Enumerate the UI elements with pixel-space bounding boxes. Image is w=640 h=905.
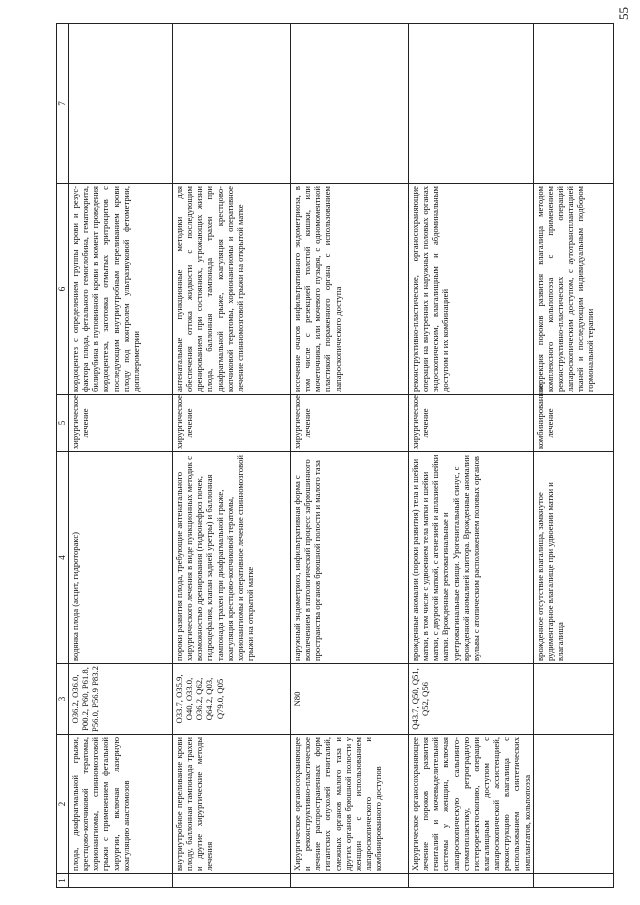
row-number-cell (409, 874, 534, 888)
treatment-type-cell: хирургическое лечение (291, 395, 409, 452)
table-row (291, 24, 409, 888)
method-cell: Хирургическое органосохраняющее лечение пороков развития гениталий и мочевыделительной системы у женщин, включая лапароскопическую сальпинго-стоматопластику, ретроградную гистерорезектоскопию, операции влагалищным доступом с лапароскопической ассистенцией, реконструкцию влагалища с использованием синтетических имплантатов, кольпопоэза (409, 735, 534, 874)
patient-model-cell: наружный эндометриоз, инфильтративная форма с вовлечением в патологический процесс забрюшинного пространства органов брюшной полости и малого таза (291, 452, 409, 664)
method-cell: плода, диафрагмальной грыжи, крестцово-копчиковой тератомы, хорионангиомы, спинномозговой грыжи с применением фетальной хирургии, включая лазерную коагуляцию анастомозов (69, 735, 173, 874)
procedures-table (56, 23, 614, 888)
treatment-method-cell: антенатальные пункционные методики для обеспечения оттока жидкости с последующим дренированием при состояниях, угрожающих жизни плода, баллонная тампонада трахеи при диафрагмальной грыже, коагуляция крестцово-копчиковой тератомы, хорионангиомы и оперативное лечение спинномозговой грыжи на открытой матке (173, 184, 291, 395)
treatment-type-cell: комбинированное лечение (533, 395, 613, 452)
treatment-method-cell: кордоцентез с определением группы крови и резус-фактора плода, фетального гемоглобина, гематокрита, билирубина в пуповинной крови в момент проведения кордоцентеза, заготовка отмытых эритроцитов с последующим внутриутробным переливанием крови плоду под контролем ультразвуковой фетометрии, допплерометрии (69, 184, 173, 395)
icd-codes-cell: O33.7, O35.9, O40, O33.0, O36.2, Q62, Q64.2, Q03, Q79.0, Q05 (173, 664, 291, 735)
row-number-cell (173, 874, 291, 888)
table-row (533, 24, 613, 888)
extra-cell (291, 24, 409, 184)
extra-cell (409, 24, 534, 184)
row-number-cell (291, 874, 409, 888)
treatment-method-cell: коррекция пороков развития влагалища методом комплексного кольпопоэза с применением реконструктивно-пластических операций лапароскопическим доступом, с аутотрансплантацией тканей и последующим индивидуальным подбором гормональной терапии (533, 184, 613, 395)
header-col-4: 4 (57, 452, 69, 664)
treatment-method-cell: реконструктивно-пластические, органосохраняющие операции на внутренних и наружных половых органах эндоскопическим, влагалищным и абдоминальным доступом и их комбинацией (409, 184, 534, 395)
treatment-type-cell: хирургическое лечение (69, 395, 173, 452)
icd-codes-cell: Q43.7, Q50, Q51, Q52, Q56 (409, 664, 534, 735)
treatment-type-cell: хирургическое лечение (409, 395, 534, 452)
patient-model-cell: водянка плода (асцит, гидроторакс) (69, 452, 173, 664)
table-row (173, 24, 291, 888)
treatment-method-cell: иссечение очагов инфильтративного эндометриоза, в том числе с резекцией толстой кишки, или мочеточника, или мочевого пузыря, с одномоментной пластикой пораженного органа с использованием лапароскопического доступа (291, 184, 409, 395)
method-cell: внутриутробное переливание крови плоду, баллонная тампонада трахеи и другие хирургические методы лечения (173, 735, 291, 874)
extra-cell (533, 24, 613, 184)
table-row (69, 24, 173, 888)
row-number-cell (69, 874, 173, 888)
table-row (409, 24, 534, 888)
patient-model-cell: врожденные аномалии (пороки развития) тела и шейки матки, в том числе с удвоением тела матки и шейки матки, с двурогой маткой, с агенезией и аплазией шейки матки. Врожденные ректовагинальные и уретровагинальные свищи. Урогенитальный синус, с врожденной аномалией клитора. Врожденные аномалии вульвы с атопическим расположением половых органов (409, 452, 534, 664)
patient-model-cell: пороки развития плода, требующие антенатального хирургического лечения в виде пункционных методик с возможностью дренирования (гидронефроз почек, гидроцефалия, клапан задней уретры) и баллонная тампонада трахеи при диафрагмальной грыже, коагуляция крестцово-копчиковой тератомы, хорионангиомы и оперативное лечение спинномозговой грыжи на открытой матке (173, 452, 291, 664)
header-col-7: 7 (57, 24, 69, 184)
header-row (57, 24, 69, 888)
header-col-6: 6 (57, 184, 69, 395)
header-col-2: 2 (57, 735, 69, 874)
header-col-1: 1 (57, 874, 69, 888)
rotated-sheet (56, 24, 616, 888)
patient-model-cell: врожденное отсутствие влагалища, замкнутое рудиментарное влагалище при удвоении матки и влагалища (533, 452, 613, 664)
icd-codes-cell (533, 664, 613, 735)
page-number: 55 (616, 7, 631, 20)
method-cell (533, 735, 613, 874)
treatment-type-cell: хирургическое лечение (173, 395, 291, 452)
extra-cell (69, 24, 173, 184)
extra-cell (173, 24, 291, 184)
header-col-5: 5 (57, 395, 69, 452)
method-cell: Хирургическое органосохраняющее и реконструктивно-пластическое лечение распространенных форм гигантских опухолей гениталий, смежных органов малого таза и других органов брюшной полости у женщин с использованием лапароскопического и комбинированного доступов (291, 735, 409, 874)
row-number-cell (533, 874, 613, 888)
icd-codes-cell: O36.2, O36.0, P00.2, P60, P61.8, P56.0, P56.9 P83.2 (69, 664, 173, 735)
header-col-3: 3 (57, 664, 69, 735)
icd-codes-cell: N80 (291, 664, 409, 735)
rotated-page (56, 24, 616, 888)
